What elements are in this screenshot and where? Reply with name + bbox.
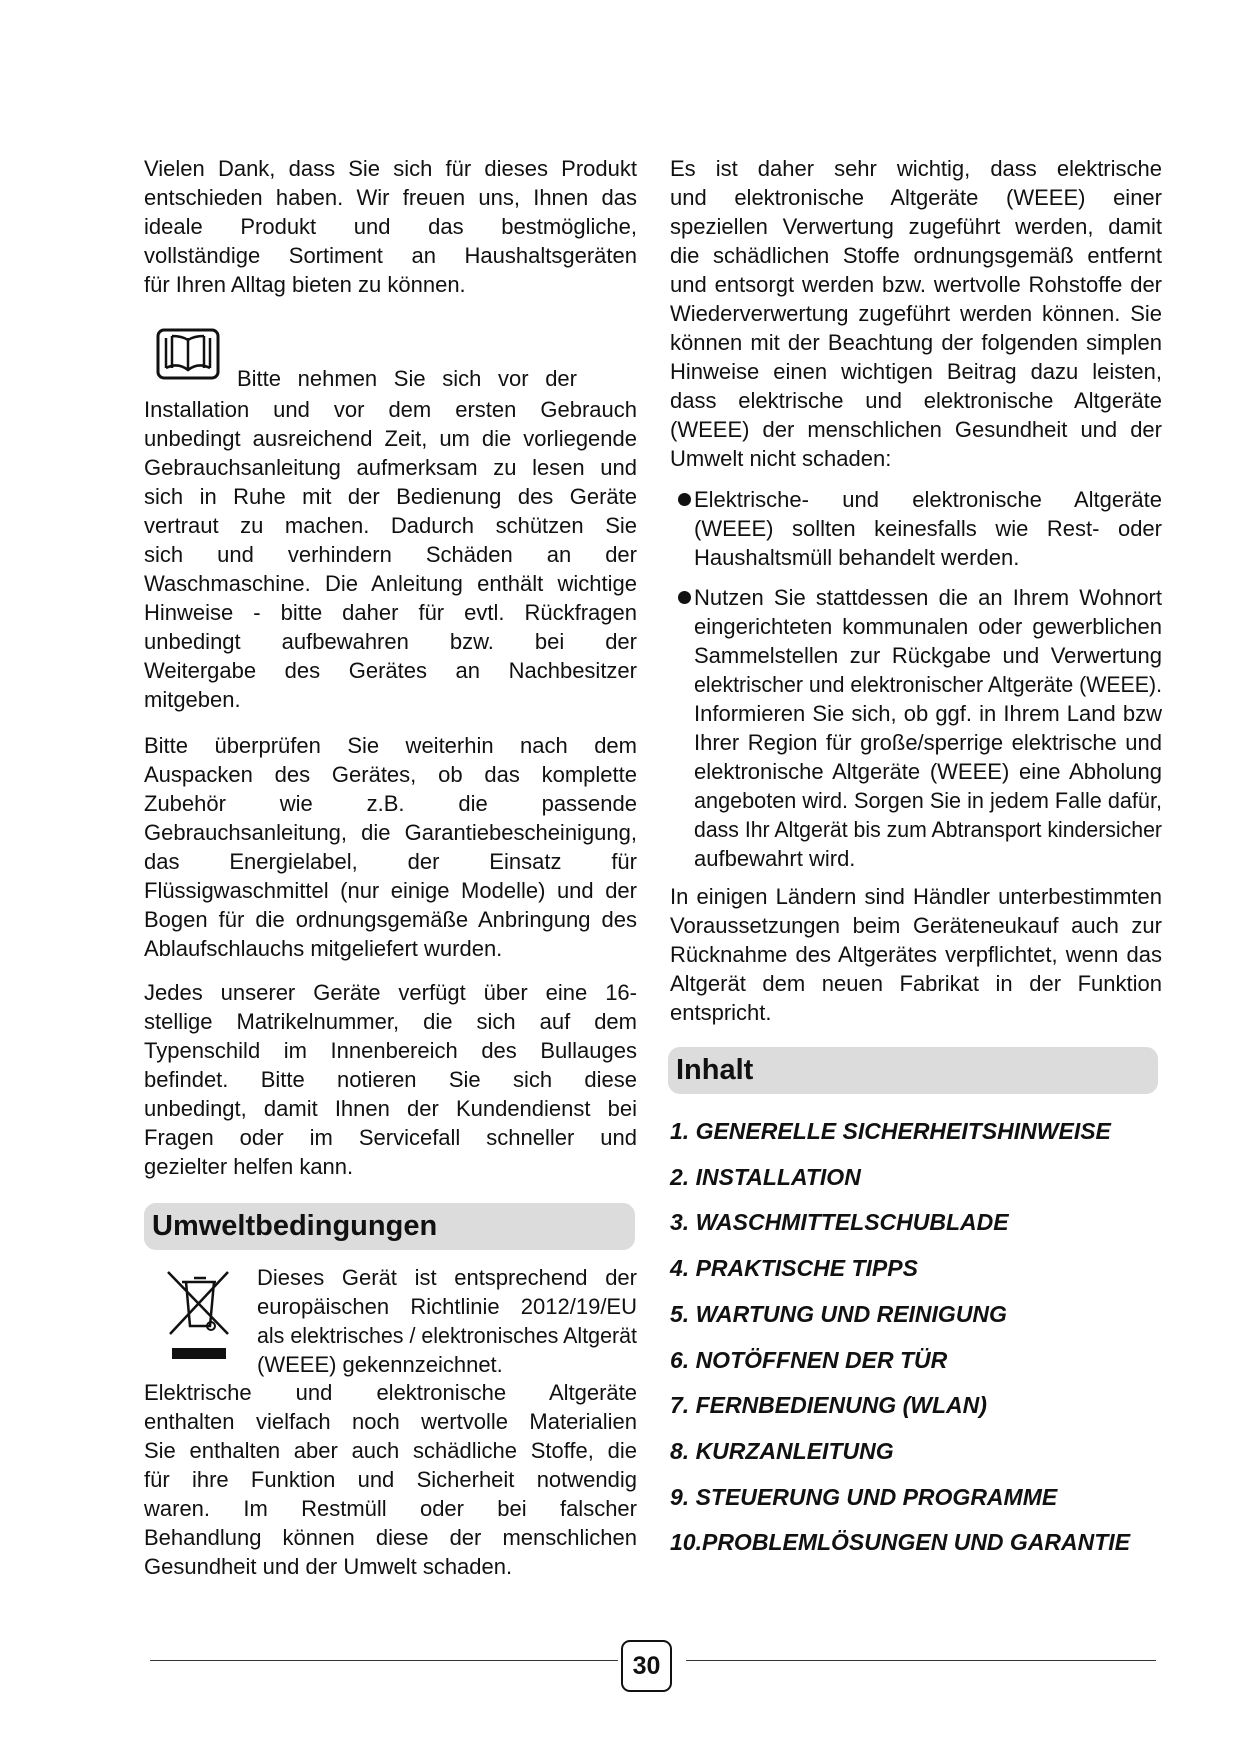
text-line: unbedingt ausreichend Zeit, um die vorliegende [144,426,637,451]
bullet-icon [678,493,691,506]
text-line: Auspacken des Gerätes, ob das komplette [144,762,637,787]
text-line: europäischen Richtlinie 2012/19/EU [257,1294,637,1319]
importance-paragraph [670,154,1162,473]
text-line: Altgerät dem neuen Fabrikat in der Funktion [670,971,1162,996]
text-line: Dieses Gerät ist entsprechend der [257,1265,637,1290]
text-line: befindet. Bitte notieren Sie sich diese [144,1067,637,1092]
text-line: Ihrer Region für große/sperrige elektrische und [694,730,1162,755]
text-line: Informieren Sie sich, ob ggf. in Ihrem Land bzw [694,701,1162,726]
text-line: für ihre Funktion und Sicherheit notwendig [144,1467,637,1492]
text-line: als elektrisches / elektronisches Altgerät [257,1323,637,1348]
text-line: angeboten wird. Sorgen Sie in jedem Falle dafür, [694,788,1162,813]
text-line: entschieden haben. Wir freuen uns, Ihnen das [144,185,637,210]
text-line: elektrischer und elektronischer Altgeräte (WEEE). [694,672,1162,697]
text-line: stellige Matrikelnummer, die sich auf dem [144,1009,637,1034]
text-line: Ablaufschlauchs mitgeliefert wurden. [144,936,503,961]
text-line: (WEEE) der menschlichen Gesundheit und der [670,417,1162,442]
text-line: Rücknahme des Altgerätes verpflichtet, wenn das [670,942,1162,967]
footer-rule-left [150,1660,618,1661]
text-line: Typenschild im Innenbereich des Bullauges [144,1038,637,1063]
toc-item[interactable]: 10.PROBLEMLÖSUNGEN UND GARANTIE [670,1529,1131,1556]
heading-text: Umweltbedingungen [152,1210,438,1242]
environment-paragraph [144,1378,637,1581]
text-line: entspricht. [670,1000,772,1025]
text-line: elektronische Altgeräte (WEEE) eine Abholung [694,759,1162,784]
weee-paragraph [257,1263,637,1379]
text-line: gezielter helfen kann. [144,1154,354,1179]
text-line: Elektrische und elektronische Altgeräte [144,1380,637,1405]
toc-item[interactable]: 8. KURZANLEITUNG [670,1437,894,1464]
toc-item[interactable]: 2. INSTALLATION [670,1163,861,1190]
text-line: (WEEE) sollten keinesfalls wie Rest- oder [694,516,1162,541]
text-line: dass Ihr Altgerät bis zum Abtransport kindersicher [694,817,1162,842]
bullet-item-1 [694,485,1162,572]
text-line: (WEEE) gekennzeichnet. [257,1352,503,1377]
toc-item[interactable]: 7. FERNBEDIENUNG (WLAN) [670,1392,987,1419]
toc-item[interactable]: 5. WARTUNG UND REINIGUNG [670,1300,1007,1327]
footer-rule-right [686,1660,1156,1661]
text-line: Hinweise einen wichtigen Beitrag dazu leisten, [670,359,1162,384]
text-line: Bitte nehmen Sie sich vor der [237,366,577,391]
text-line: Sie enthalten aber auch schädliche Stoffe, die [144,1438,637,1463]
text-line: für Ihren Alltag bieten zu können. [144,272,466,297]
bullet-icon [678,591,691,604]
text-line: sich in Ruhe mit der Bedienung des Geräte [144,484,637,509]
section-heading-inhalt [668,1047,1158,1094]
page-number [621,1640,672,1692]
dealers-paragraph [670,882,1162,1027]
text-line: Sammelstellen zur Rückgabe und Verwertung [694,643,1162,668]
toc-item[interactable]: 1. GENERELLE SICHERHEITSHINWEISE [670,1118,1111,1144]
text-line: enthalten vielfach noch wertvolle Materialien [144,1409,637,1434]
text-line: Wiederverwertung zugeführt werden können. Sie [670,301,1162,326]
text-line: Behandlung können diese der menschlichen [144,1525,637,1550]
toc-item[interactable]: 4. PRAKTISCHE TIPPS [670,1255,918,1282]
toc-item[interactable]: 6. NOTÖFFNEN DER TÜR [670,1346,948,1373]
weee-bin-icon [164,1268,234,1368]
text-line: können mit der Beachtung der folgenden simplen [670,330,1162,355]
text-line: Bogen für die ordnungsgemäße Anbringung des [144,907,637,932]
text-line: Fragen oder im Servicefall schneller und [144,1125,637,1150]
text-line: Elektrische- und elektronische Altgeräte [694,487,1162,512]
bullet-text [694,583,1162,873]
text-line: Bitte überprüfen Sie weiterhin nach dem [144,733,637,758]
text-line: Nutzen Sie stattdessen die an Ihrem Wohnort [694,585,1162,610]
intro-paragraph [144,154,637,299]
text-line: eingerichteten kommunalen oder gewerblichen [694,614,1162,639]
text-line: Gebrauchsanleitung aufmerksam zu lesen und [144,455,637,480]
serial-paragraph [144,978,637,1181]
text-line: die schädlichen Stoffe ordnungsgemäß entfernt [670,243,1162,268]
text-line: dass elektrische und elektronische Altgeräte [670,388,1162,413]
toc-item[interactable]: 9. STEUERUNG UND PROGRAMME [670,1483,1058,1510]
text-line: und elektronische Altgeräte (WEEE) einer [670,185,1162,210]
text-line: Umwelt nicht schaden: [670,446,892,471]
text-line: Zubehör wie z.B. die passende [144,791,637,816]
text-line: und entsorgt werden bzw. wertvolle Rohstoffe der [670,272,1162,297]
text-line: Gesundheit und der Umwelt schaden. [144,1554,513,1579]
text-line: speziellen Verwertung zugeführt werden, damit [670,214,1162,239]
text-line: vertraut zu machen. Dadurch schützen Sie [144,513,637,538]
toc-item[interactable]: 3. WASCHMITTELSCHUBLADE [670,1209,1009,1236]
text-line: Weitergabe des Gerätes an Nachbesitzer [144,658,637,683]
text-line: Es ist daher sehr wichtig, dass elektrische [670,156,1162,181]
heading-text: Inhalt [676,1054,754,1086]
bullet-item-2 [694,583,1162,873]
text-line: Voraussetzungen beim Geräteneukauf auch zur [670,913,1162,938]
text-line: Vielen Dank, dass Sie sich für dieses Produkt [144,156,637,181]
text-line: waren. Im Restmüll oder bei falscher [144,1496,637,1521]
text-line: unbedingt, damit Ihnen der Kundendienst bei [144,1096,637,1121]
text-line: In einigen Ländern sind Händler unterbestimmten [670,884,1162,909]
manual-paragraph [144,395,637,714]
text-line: sich und verhindern Schäden an der [144,542,637,567]
check-paragraph [144,731,637,963]
text-line: vollständige Sortiment an Haushaltsgeräten [144,243,637,268]
text-line: Gebrauchsanleitung, die Garantiebescheinigung, [144,820,637,845]
text-line: aufbewahrt wird. [694,846,856,871]
text-line: Waschmaschine. Die Anleitung enthält wichtige [144,571,637,596]
text-line: mitgeben. [144,687,241,712]
text-line: ideale Produkt und das bestmögliche, [144,214,637,239]
text-line: Installation und vor dem ersten Gebrauch [144,397,637,422]
text-line: das Energielabel, der Einsatz für [144,849,637,874]
section-heading-umwelt [144,1203,635,1250]
page-number-text: 30 [632,1651,661,1680]
text-line: Haushaltsmüll behandelt werden. [694,545,1020,570]
text-line: unbedingt aufbewahren bzw. bei der [144,629,637,654]
text-line: Jedes unserer Geräte verfügt über eine 16- [144,980,637,1005]
text-line: Hinweise - bitte daher für evtl. Rückfragen [144,600,637,625]
manual-first-line [237,364,577,393]
bullet-text [694,485,1162,572]
manual-book-icon [156,328,220,380]
text-line: Flüssigwaschmittel (nur einige Modelle) und der [144,878,637,903]
